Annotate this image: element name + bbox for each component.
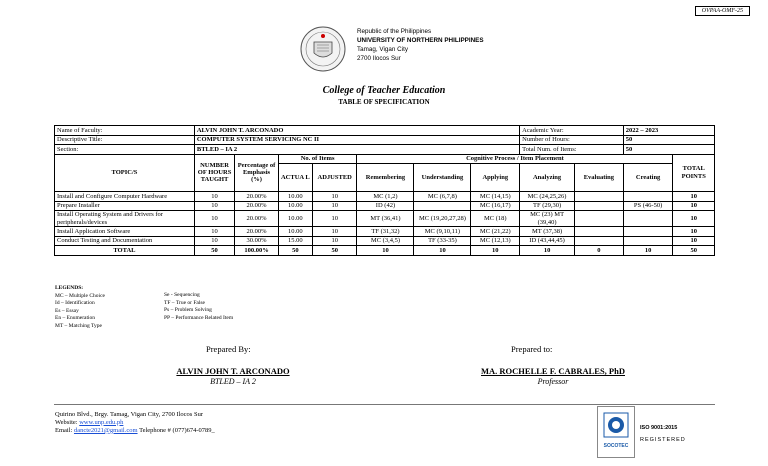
- table-row: [55, 192, 715, 202]
- remembering-cell: MC (3,4,5): [357, 236, 414, 246]
- table-row: [55, 211, 715, 227]
- col-actual: ACTUA L: [278, 164, 312, 192]
- actual-cell: 10.00: [278, 192, 312, 202]
- items-value: 50: [623, 145, 714, 155]
- adjusted-cell: 10: [312, 236, 357, 246]
- actual-cell: 10.00: [278, 201, 312, 211]
- col-understanding: Understanding: [414, 164, 471, 192]
- col-adjusted: ADJUSTED: [312, 164, 357, 192]
- totals-label: TOTAL: [55, 246, 195, 256]
- applying-cell: MC (18): [471, 211, 520, 227]
- section-label: Section:: [55, 145, 195, 155]
- email-label: Email:: [55, 426, 73, 434]
- hours-cell: 10: [194, 227, 234, 237]
- legend-left: [55, 285, 105, 330]
- legend-item: MT – Matching Type: [55, 322, 102, 329]
- pct-cell: 20.00%: [235, 201, 279, 211]
- prepared-to-label: Prepared to:: [511, 344, 553, 354]
- document-code: OVPAA-OMF-25: [695, 6, 750, 16]
- pct-cell: 30.00%: [235, 236, 279, 246]
- totals-row: [55, 246, 715, 256]
- section-value: BTLED – IA 2: [194, 145, 519, 155]
- col-evaluating: Evaluating: [575, 164, 624, 192]
- legend-item: Es – Essay: [55, 307, 79, 314]
- header-row-1: [55, 154, 715, 164]
- info-row-title: [55, 135, 715, 145]
- website-link[interactable]: www.unp.edu.ph: [79, 418, 124, 426]
- col-topic: TOPIC/S: [55, 154, 195, 192]
- table-row: [55, 236, 715, 246]
- header-line-1: Republic of the Philippines: [357, 28, 432, 35]
- evaluating-cell: [575, 236, 624, 246]
- topic-cell: Install Operating System and Drivers for peripherals/devices: [55, 211, 195, 227]
- university-seal-logo: [300, 26, 346, 72]
- adjusted-cell: 10: [312, 227, 357, 237]
- totals-adjusted: 50: [312, 246, 357, 256]
- totals-remembering: 10: [357, 246, 414, 256]
- totals-hours: 50: [194, 246, 234, 256]
- email-link[interactable]: dancte2021@gmail.com: [73, 426, 138, 434]
- legend-item: Ps – Problem Solving: [164, 307, 212, 313]
- prepared-by-label: Prepared By:: [206, 344, 251, 354]
- remembering-cell: TF (31,32): [357, 227, 414, 237]
- academic-year-label: Academic Year:: [520, 126, 624, 136]
- creating-cell: PS (46-50): [623, 201, 673, 211]
- topic-cell: Install and Configure Computer Hardware: [55, 192, 195, 202]
- hours-cell: 10: [194, 201, 234, 211]
- understanding-cell: [414, 201, 471, 211]
- socotec-badge-icon: [598, 407, 634, 457]
- hours-cell: 10: [194, 236, 234, 246]
- total-cell: 10: [673, 211, 715, 227]
- col-creating: Creating: [623, 164, 673, 192]
- totals-analyzing: 10: [520, 246, 575, 256]
- totals-evaluating: 0: [575, 246, 624, 256]
- website-label: Website:: [55, 418, 78, 426]
- analyzing-cell: MT (37,38): [520, 227, 575, 237]
- title-label: Descriptive Title:: [55, 135, 195, 145]
- prepared-to-name: MA. ROCHELLE F. CABRALES, PhD: [481, 366, 625, 376]
- telephone: Telephone # (077)674-0789_: [139, 426, 215, 434]
- items-label: Total Num. of Items:: [520, 145, 624, 155]
- evaluating-cell: [575, 192, 624, 202]
- footer-contact: [55, 411, 215, 434]
- legend-item: TF – True or False: [164, 299, 205, 306]
- applying-cell: MC (12,13): [471, 236, 520, 246]
- analyzing-cell: ID (43,44,45): [520, 236, 575, 246]
- info-row-faculty: [55, 126, 715, 136]
- total-cell: 10: [673, 236, 715, 246]
- actual-cell: 10.00: [278, 227, 312, 237]
- col-total: TOTAL POINTS: [673, 154, 715, 192]
- legend-title: LEGENDS:: [55, 285, 84, 291]
- total-cell: 10: [673, 192, 715, 202]
- pct-cell: 20.00%: [235, 192, 279, 202]
- evaluating-cell: [575, 227, 624, 237]
- footer-website-line: [55, 419, 215, 427]
- applying-cell: MC (14,15): [471, 192, 520, 202]
- topic-cell: Prepare Installer: [55, 201, 195, 211]
- legend-item: En – Enumeration: [55, 315, 96, 321]
- adjusted-cell: 10: [312, 192, 357, 202]
- col-items-group: No. of Items: [278, 154, 357, 164]
- creating-cell: [623, 211, 673, 227]
- header-line-3: Tamag, Vigan City: [357, 46, 408, 53]
- legend-item: Id – Identification: [55, 300, 95, 306]
- applying-cell: MC (16,17): [471, 201, 520, 211]
- remembering-cell: ID (42): [357, 201, 414, 211]
- creating-cell: [623, 236, 673, 246]
- applying-cell: MC (21,22): [471, 227, 520, 237]
- socotec-label: SOCOTEC: [603, 443, 629, 449]
- title-value: COMPUTER SYSTEM SERVICING NC II: [194, 135, 519, 145]
- table-row: [55, 227, 715, 237]
- col-remembering: Remembering: [357, 164, 414, 192]
- pct-cell: 20.00%: [235, 211, 279, 227]
- understanding-cell: TF (33-35): [414, 236, 471, 246]
- prepared-by-title: BTLED – IA 2: [210, 377, 256, 386]
- col-applying: Applying: [471, 164, 520, 192]
- col-analyzing: Analyzing: [520, 164, 575, 192]
- analyzing-cell: MC (23) MT (39,40): [520, 211, 575, 227]
- hours-label: Number of Hours:: [520, 135, 624, 145]
- hours-value: 50: [623, 135, 714, 145]
- adjusted-cell: 10: [312, 211, 357, 227]
- totals-creating: 10: [623, 246, 673, 256]
- hours-cell: 10: [194, 192, 234, 202]
- footer-email-line: [55, 427, 215, 435]
- col-cognitive-group: Cognitive Process / Item Placement: [357, 154, 673, 164]
- academic-year-value: 2022 – 2023: [623, 126, 714, 136]
- faculty-value: ALVIN JOHN T. ARCONADO: [194, 126, 519, 136]
- hours-cell: 10: [194, 211, 234, 227]
- col-percentage: Percentage of Emphasis (%): [235, 154, 279, 192]
- header-line-4: 2700 Ilocos Sur: [357, 55, 401, 62]
- totals-actual: 50: [278, 246, 312, 256]
- analyzing-cell: MC (24,25,26): [520, 192, 575, 202]
- creating-cell: [623, 227, 673, 237]
- total-cell: 10: [673, 227, 715, 237]
- understanding-cell: MC (6,7,8): [414, 192, 471, 202]
- evaluating-cell: [575, 211, 624, 227]
- pct-cell: 20.00%: [235, 227, 279, 237]
- actual-cell: 10.00: [278, 211, 312, 227]
- footer-address: Quirino Blvd., Brgy. Tamag, Vigan City, 2700 Ilocos Sur: [55, 411, 203, 418]
- socotec-logo: [597, 406, 635, 458]
- topic-cell: Install Application Software: [55, 227, 195, 237]
- understanding-cell: MC (9,10,11): [414, 227, 471, 237]
- university-name: UNIVERSITY OF NORTHERN PHILIPPINES: [357, 37, 484, 44]
- info-row-section: [55, 145, 715, 155]
- col-hours: NUMBER OF HOURS TAUGHT: [194, 154, 234, 192]
- legend-right: [164, 292, 233, 322]
- legend-item: Se - Sequencing: [164, 292, 200, 298]
- totals-total: 50: [673, 246, 715, 256]
- totals-pct: 100.00%: [235, 246, 279, 256]
- legend-item: PP – Performance Related Item: [164, 314, 234, 321]
- table-row: [55, 201, 715, 211]
- topic-cell: Conduct Testing and Documentation: [55, 236, 195, 246]
- specification-table: [54, 125, 715, 256]
- prepared-to-title: Professor: [537, 377, 569, 386]
- totals-understanding: 10: [414, 246, 471, 256]
- footer-divider: [54, 404, 715, 405]
- iso-registered: REGISTERED: [640, 437, 686, 443]
- understanding-cell: MC (19,20,27,28): [414, 211, 471, 227]
- faculty-label: Name of Faculty:: [55, 126, 195, 136]
- iso-standard: ISO 9001:2015: [640, 425, 678, 431]
- totals-applying: 10: [471, 246, 520, 256]
- total-cell: 10: [673, 201, 715, 211]
- remembering-cell: MT (36,41): [357, 211, 414, 227]
- institution-header: [357, 27, 484, 63]
- remembering-cell: MC (1,2): [357, 192, 414, 202]
- adjusted-cell: 10: [312, 201, 357, 211]
- actual-cell: 15.00: [278, 236, 312, 246]
- analyzing-cell: TF (29,30): [520, 201, 575, 211]
- document-title: TABLE OF SPECIFICATION: [338, 98, 430, 106]
- iso-certification: [640, 422, 686, 446]
- evaluating-cell: [575, 201, 624, 211]
- prepared-by-name: ALVIN JOHN T. ARCONADO: [176, 366, 290, 376]
- legend-item: MC – Multiple Choice: [55, 292, 105, 299]
- college-name: College of Teacher Education: [322, 85, 446, 96]
- creating-cell: [623, 192, 673, 202]
